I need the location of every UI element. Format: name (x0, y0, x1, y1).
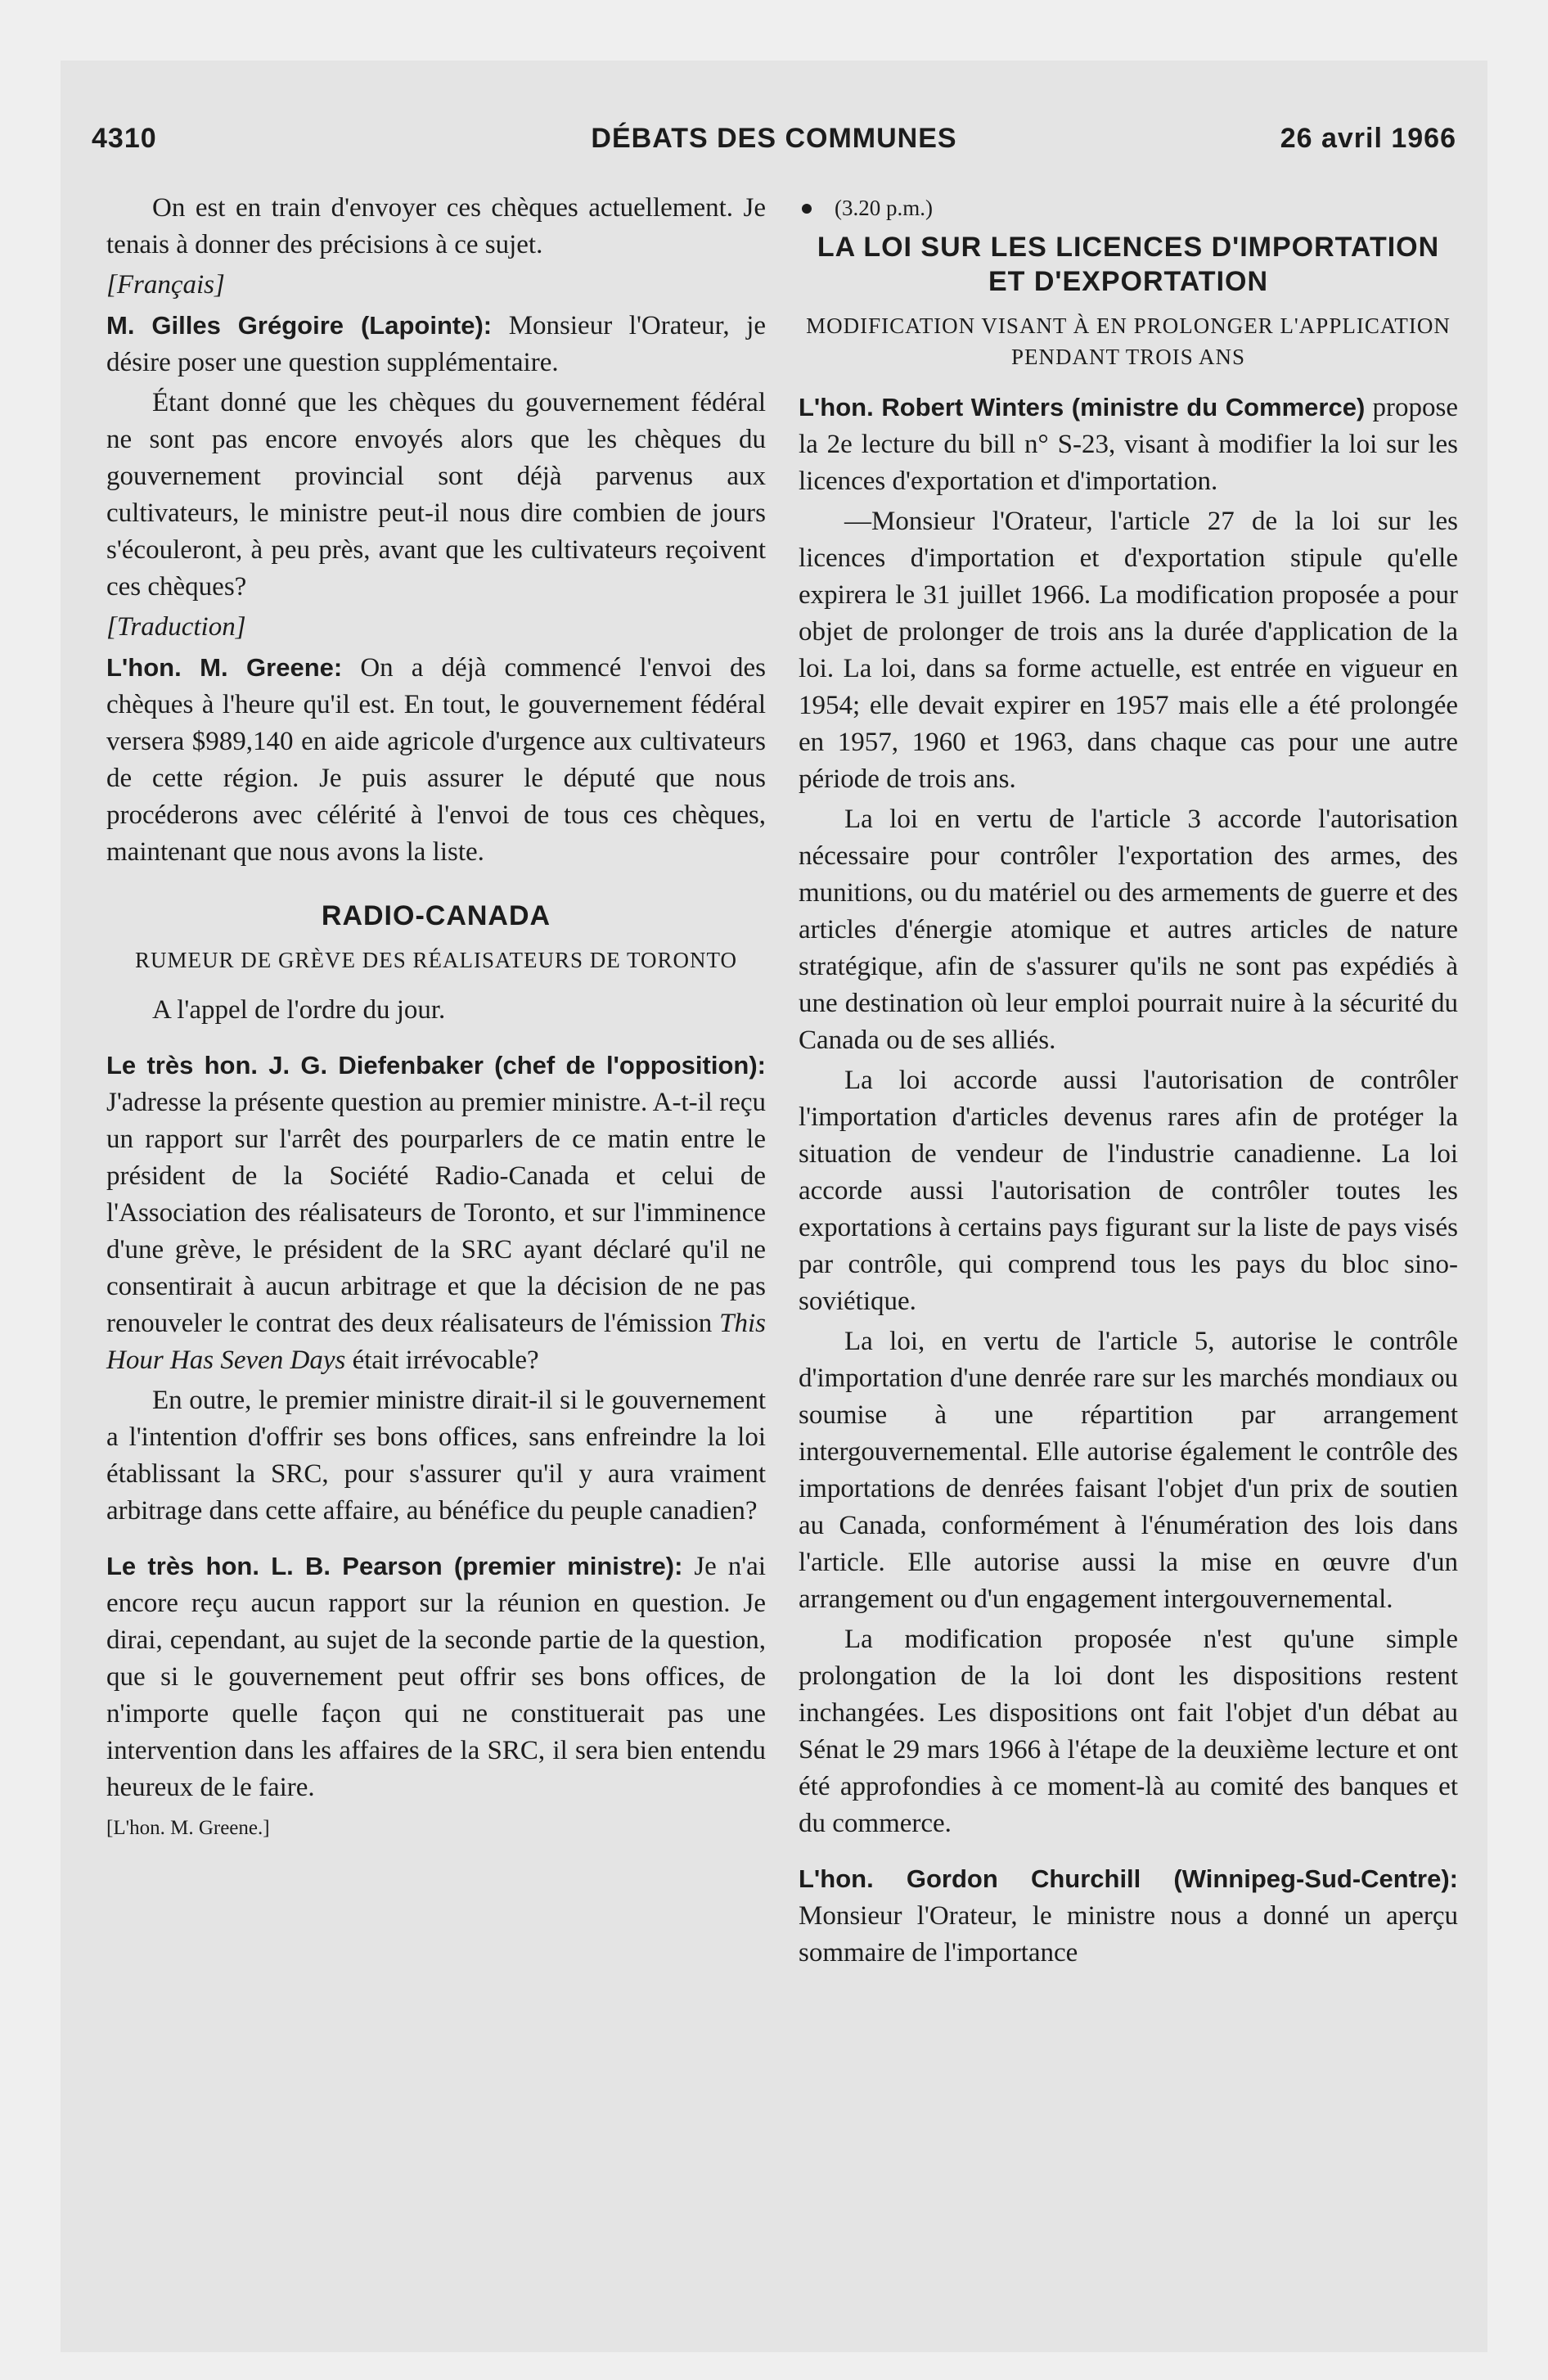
paragraph: A l'appel de l'ordre du jour. (152, 995, 446, 1025)
speech (106, 307, 766, 381)
paragraph: La loi, en vertu de l'article 5, autorise le contrôle d'importation d'une denrée rare sur les marchés mondiaux ou soumise à une répartition par arrangement intergouvernemental. Elle autorise également le contrôle des importations de denrées faisant l'objet d'un prix de soutien au Canada, conformément à l'énumération des lois dans l'article. Elle autorise aussi la mise en œuvre d'un arrangement ou d'un engagement intergouvernemental. (799, 1327, 1458, 1614)
speech (106, 649, 766, 871)
section-subtitle: RUMEUR DE GRÈVE DES RÉALISATEURS DE TORONTO (134, 948, 738, 972)
section-title: RADIO-CANADA (321, 900, 551, 931)
speech-text: J'adresse la présente question au premier ministre. A-t-il reçu un rapport sur l'arrêt des pourparlers de ce matin entre le président de la Société Radio-Canada et celui de l'Association des réalisateurs de Toronto, et sur l'imminence d'une grève, le président de la SRC ayant déclaré qu'il ne consentirait à aucun arbitrage et que la décision de ne pas renouveler le contrat des deux réalisateurs de l'émission (106, 1088, 766, 1338)
page-number: 4310 (92, 123, 157, 154)
speaker-name: M. Gilles Grégoire (Lapointe): (106, 311, 493, 340)
show-title: This Hour Has Seven Days (106, 1309, 767, 1375)
timestamp (799, 190, 1458, 227)
page-title: DÉBATS DES COMMUNES (591, 123, 957, 154)
speech-text: Monsieur l'Orateur, je désire poser une question supplémentaire. (106, 311, 767, 377)
language-tag: [Français] (106, 270, 225, 300)
speaker-name: L'hon. Robert Winters (ministre du Commerce) (799, 393, 1366, 421)
speaker-name: Le très hon. J. G. Diefenbaker (chef de l'opposition): (106, 1051, 766, 1080)
speech-text: Je n'ai encore reçu aucun rapport sur la réunion en question. Je dirai, cependant, au sujet de la seconde partie de la question, que si le gouvernement peut offrir ses bons offices, de n'importe quelle façon qui ne constituerait pas une intervention dans les affaires de la SRC, il sera bien entendu heureux de le faire. (106, 1552, 766, 1802)
speaker-name: Le très hon. L. B. Pearson (premier ministre): (106, 1552, 683, 1580)
speech (799, 1860, 1458, 1972)
speaker-name: L'hon. M. Greene: (106, 653, 343, 682)
page-footer: [L'hon. M. Greene.] (106, 1817, 270, 1839)
speech (106, 1047, 766, 1379)
paragraph: La loi accorde aussi l'autorisation de contrôler l'importation d'articles devenus rares afin de protéger la situation de vendeur de l'industrie canadienne. La loi accorde aussi l'autorisation de contrôler toutes les exportations à certains pays figurant sur la liste de pays visés par contrôle, qui comprend tous les pays du bloc sino-soviétique. (799, 1066, 1458, 1316)
bullet-icon (802, 204, 812, 214)
section-title: LA LOI SUR LES LICENCES D'IMPORTATION ET D'EXPORTATION (817, 232, 1440, 297)
timestamp-text: (3.20 p.m.) (835, 196, 933, 220)
paragraph: On est en train d'envoyer ces chèques actuellement. Je tenais à donner des précisions à ce sujet. (106, 193, 766, 259)
speech-text: On a déjà commencé l'envoi des chèques à l'heure qu'il est. En tout, le gouvernement fédéral versera $989,140 en aide agricole d'urgence aux cultivateurs de cette région. Je puis assurer le député que nous procéderons avec célérité à l'envoi de tous ces chèques, maintenant que nous avons la liste. (106, 653, 766, 867)
speaker-name: L'hon. Gordon Churchill (Winnipeg-Sud-Centre): (799, 1864, 1458, 1893)
paragraph: —Monsieur l'Orateur, l'article 27 de la loi sur les licences d'importation et d'exportation stipule qu'elle expirera le 31 juillet 1966. La modification proposée a pour objet de prolonger de trois ans la durée d'application de la loi. La loi, dans sa forme actuelle, est entrée en vigueur en 1954; elle devait expirer en 1957 mais elle a été prolongée en 1957, 1960 et 1963, dans chaque cas pour une autre période de trois ans. (799, 507, 1458, 794)
language-tag: [Traduction] (106, 612, 246, 642)
paragraph: En outre, le premier ministre dirait-il si le gouvernement a l'intention d'offrir ses bons offices, sans enfreindre la loi établissant la SRC, pour s'assurer qu'il y aura vraiment arbitrage dans cette affaire, au bénéfice du peuple canadien? (106, 1386, 766, 1526)
paragraph: Étant donné que les chèques du gouvernement fédéral ne sont pas encore envoyés alors que les chèques du gouvernement provincial sont déjà parvenus aux cultivateurs, le ministre peut-il nous dire combien de jours s'écouleront, à peu près, avant que les cultivateurs reçoivent ces chèques? (106, 388, 766, 602)
speech (106, 1548, 766, 1806)
speech-text: Monsieur l'Orateur, le ministre nous a donné un aperçu sommaire de l'importance (799, 1901, 1458, 1968)
section-subtitle: MODIFICATION VISANT À EN PROLONGER L'APPLICATION PENDANT TROIS ANS (806, 313, 1451, 369)
paragraph: La modification proposée n'est qu'une simple prolongation de la loi dont les dispositions restent inchangées. Les dispositions ont fait l'objet d'un débat au Sénat le 29 mars 1966 à l'étape de la deuxième lecture et ont été approfondies à ce moment-là au comité des banques et du commerce. (799, 1625, 1458, 1838)
speech (799, 389, 1458, 500)
speech-text: propose la 2e lecture du bill n° S-23, visant à modifier la loi sur les licences d'exportation et d'importation. (799, 393, 1459, 496)
paragraph: La loi en vertu de l'article 3 accorde l'autorisation nécessaire pour contrôler l'exportation des armes, des munitions, ou du matériel ou des armements de guerre et des articles d'énergie atomique et autres articles de nature stratégique, afin de s'assurer qu'ils ne sont pas expédiés à une destination où leur emploi pourrait nuire à la sécurité du Canada ou de ses alliés. (799, 805, 1458, 1055)
left-column (106, 190, 766, 1850)
right-column (799, 190, 1458, 1975)
page-date: 26 avril 1966 (1280, 123, 1456, 154)
speech-text: était irrévocable? (352, 1346, 539, 1375)
